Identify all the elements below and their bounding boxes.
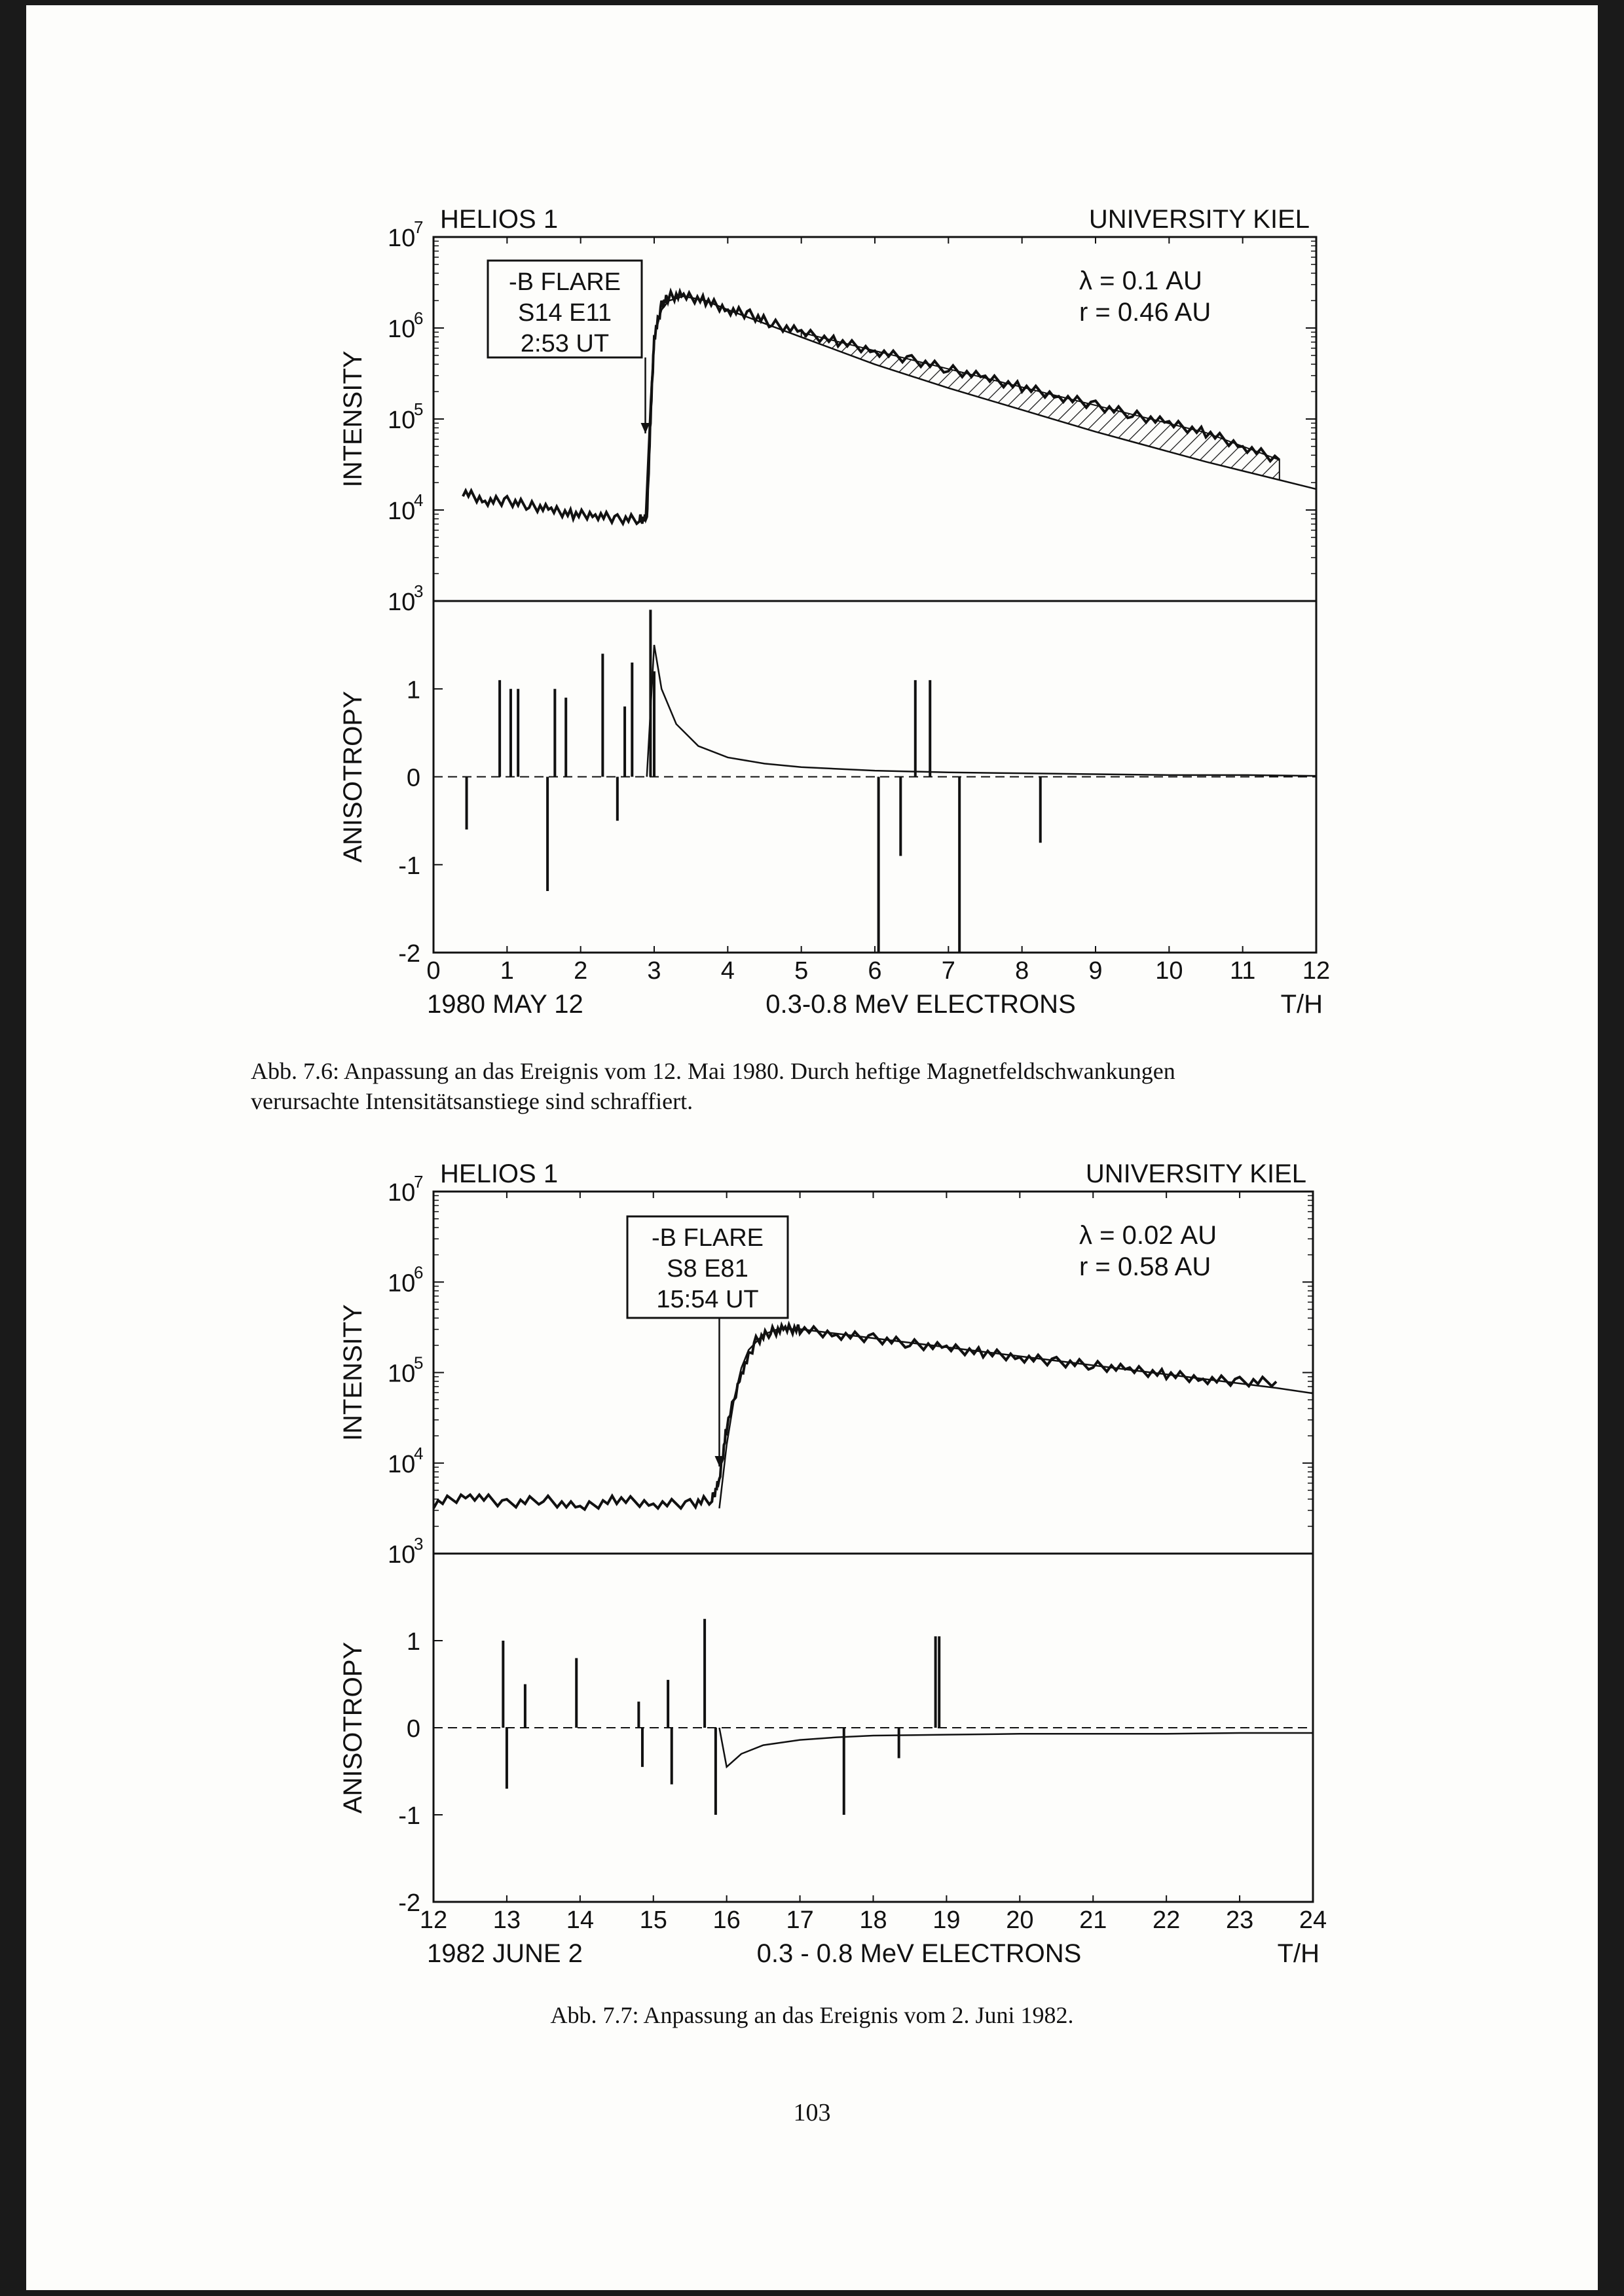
x-tick-label: 2: [574, 957, 588, 985]
x-tick-label: 23: [1225, 1906, 1254, 1934]
x-tick-label: 24: [1299, 1906, 1327, 1934]
y-tick-exponent: 7: [414, 1172, 424, 1192]
y-tick-label-anisotropy: -1: [398, 852, 420, 880]
y-tick-label-anisotropy: 1: [406, 1628, 420, 1656]
y-axis-label-intensity: INTENSITY: [339, 350, 367, 488]
y-tick-base: 10: [388, 1360, 416, 1388]
x-tick-label: 12: [1302, 957, 1331, 985]
y-axis-label-anisotropy: ANISOTROPY: [339, 1641, 367, 1814]
y-tick-base: 10: [388, 316, 416, 343]
y-tick-label-intensity: [388, 1172, 423, 1207]
y-tick-label-intensity: [388, 1534, 423, 1569]
x-unit-label: T/H: [1277, 1939, 1320, 1968]
caption-line-1: Abb. 7.6: Anpassung an das Ereignis vom 12. Mai 1980. Durch heftige Magnetfeldschwankungen: [251, 1058, 1175, 1084]
page-number: 103: [793, 2099, 831, 2126]
institution-label: UNIVERSITY KIEL: [1085, 1159, 1306, 1188]
y-tick-base: 10: [388, 1269, 416, 1298]
x-tick-label: 11: [1229, 957, 1256, 985]
lambda-parameter: λ = 0.1 AU: [1079, 266, 1202, 295]
radius-parameter: r = 0.46 AU: [1079, 298, 1211, 327]
flare-label: -B FLARE: [651, 1224, 764, 1252]
fit-anisotropy-curve: [719, 1728, 1313, 1767]
date-label: 1982 JUNE 2: [427, 1939, 583, 1968]
fit-intensity-curve: [719, 1329, 1313, 1508]
x-axis-label: 0.3 - 0.8 MeV ELECTRONS: [756, 1939, 1082, 1968]
lambda-parameter: λ = 0.02 AU: [1079, 1221, 1217, 1250]
y-tick-label-intensity: [388, 1353, 423, 1388]
x-tick-label: 10: [1155, 957, 1183, 985]
x-tick-label: 17: [786, 1906, 814, 1934]
y-tick-exponent: 4: [414, 1443, 424, 1463]
y-tick-exponent: 6: [414, 308, 424, 328]
flare-time: 2:53 UT: [520, 330, 610, 357]
x-tick-label: 12: [419, 1906, 448, 1934]
flare-time: 15:54 UT: [656, 1286, 759, 1313]
y-tick-label-anisotropy: 0: [406, 764, 420, 792]
y-tick-base: 10: [388, 589, 416, 616]
y-axis-label-intensity: INTENSITY: [339, 1304, 367, 1441]
y-tick-base: 10: [388, 498, 416, 525]
y-tick-label-anisotropy: -1: [398, 1802, 420, 1830]
y-tick-label-anisotropy: 0: [406, 1715, 420, 1743]
y-tick-exponent: 6: [414, 1262, 424, 1283]
y-tick-exponent: 3: [414, 1534, 424, 1554]
x-tick-label: 7: [941, 957, 955, 985]
figure-7-7-caption: [0, 2000, 1624, 2030]
x-unit-label: T/H: [1280, 990, 1323, 1019]
x-tick-label: 20: [1006, 1906, 1034, 1934]
y-tick-exponent: 5: [414, 399, 424, 419]
x-tick-label: 19: [932, 1906, 961, 1934]
spacecraft-label: HELIOS 1: [440, 205, 559, 234]
y-tick-base: 10: [388, 1450, 416, 1478]
x-tick-label: 21: [1079, 1906, 1107, 1934]
date-label: 1980 MAY 12: [427, 990, 583, 1019]
caption-text: Abb. 7.7: Anpassung an das Ereignis vom 2. Juni 1982.: [550, 2002, 1074, 2028]
y-tick-exponent: 3: [414, 581, 424, 601]
spacecraft-label: HELIOS 1: [440, 1159, 559, 1188]
x-tick-label: 16: [712, 1906, 741, 1934]
x-tick-label: 0: [426, 957, 441, 985]
x-axis-label: 0.3-0.8 MeV ELECTRONS: [766, 990, 1076, 1019]
y-tick-base: 10: [388, 1541, 416, 1569]
radius-parameter: r = 0.58 AU: [1079, 1252, 1211, 1281]
x-tick-label: 8: [1015, 957, 1029, 985]
caption-line-2: verursachte Intensitätsanstiege sind schraffiert.: [251, 1088, 693, 1114]
x-tick-label: 18: [859, 1906, 887, 1934]
y-axis-label-anisotropy: ANISOTROPY: [339, 691, 367, 863]
flare-location: S8 E81: [667, 1255, 748, 1283]
x-tick-label: 5: [794, 957, 809, 985]
y-tick-label-intensity: [388, 1262, 423, 1297]
x-tick-label: 22: [1153, 1906, 1181, 1934]
y-tick-label-anisotropy: -2: [398, 940, 420, 968]
x-tick-label: 1: [500, 957, 514, 985]
x-tick-label: 9: [1088, 957, 1103, 985]
x-tick-label: 14: [566, 1906, 594, 1934]
x-tick-label: 13: [492, 1906, 521, 1934]
flare-label: -B FLARE: [508, 268, 621, 296]
observed-intensity-series: [434, 1324, 1276, 1509]
y-tick-exponent: 5: [414, 1353, 424, 1373]
x-tick-label: 15: [639, 1906, 667, 1934]
flare-location: S14 E11: [518, 299, 612, 327]
institution-label: UNIVERSITY KIEL: [1088, 205, 1310, 234]
y-tick-exponent: 7: [414, 217, 424, 237]
y-tick-label-anisotropy: -2: [398, 1889, 420, 1917]
y-tick-exponent: 4: [414, 490, 424, 510]
y-tick-label-intensity: [388, 1444, 423, 1478]
y-tick-base: 10: [388, 1179, 416, 1207]
x-tick-label: 3: [647, 957, 661, 985]
y-tick-label-anisotropy: 1: [406, 676, 420, 704]
y-tick-base: 10: [388, 407, 416, 434]
x-tick-label: 6: [868, 957, 882, 985]
y-tick-base: 10: [388, 225, 416, 252]
x-tick-label: 4: [720, 957, 735, 985]
